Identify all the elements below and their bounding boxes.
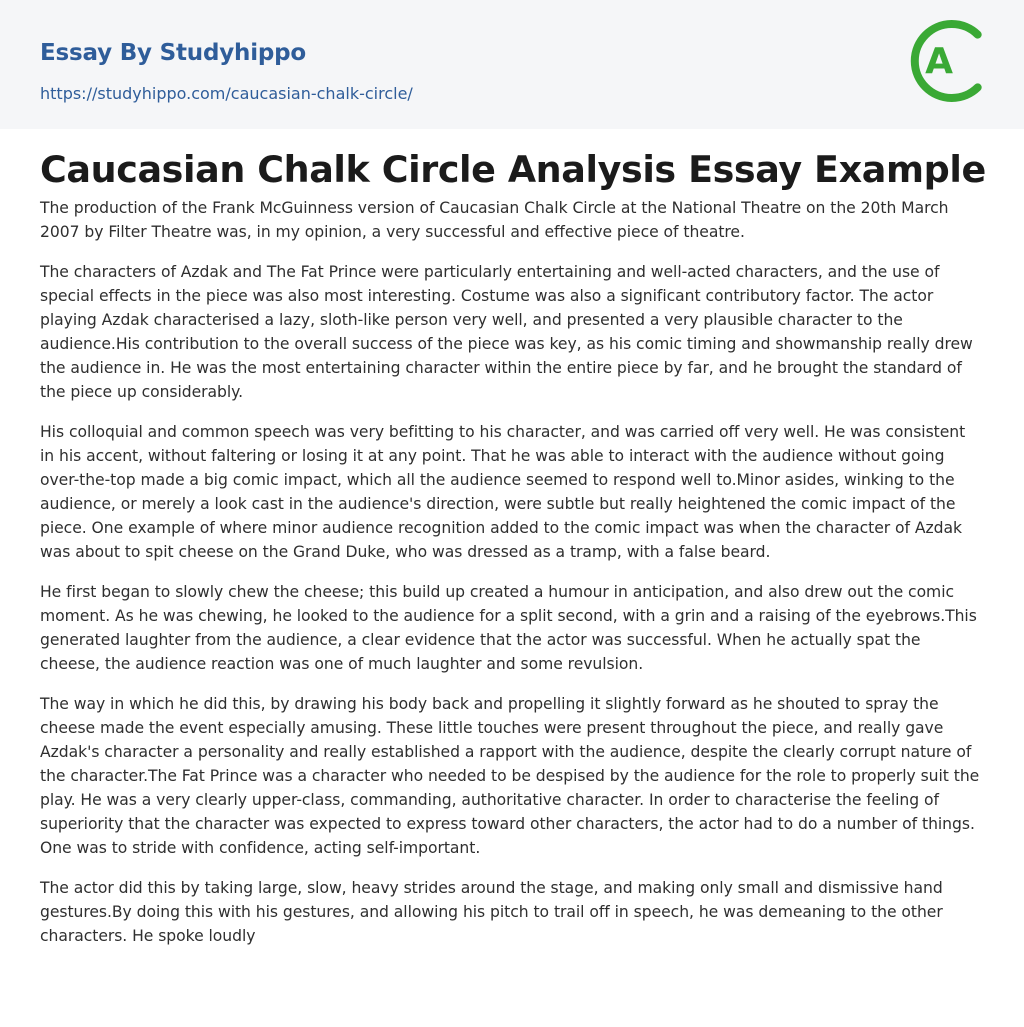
paragraph-4: He first began to slowly chew the cheese; this build up created a humour in anticipation, and also drew out the comic moment. As he was chewing, he looked to the audience for a split second, with a grin and a raising of the eyebrows.This generated laughter from the audience, a clear evidence that the actor was successful. When he actually spat the cheese, the audience reaction was one of much laughter and some revulsion. xyxy=(40,583,977,673)
studyhippo-logo-icon[interactable] xyxy=(910,18,988,104)
page-title: Caucasian Chalk Circle Analysis Essay Example xyxy=(40,148,986,191)
site-header xyxy=(0,0,1024,129)
article-body xyxy=(0,129,1024,948)
logo-letter: A xyxy=(925,41,953,82)
paragraph-3: His colloquial and common speech was very befitting to his character, and was carried off very well. He was consistent in his accent, without faltering or losing it at any point. That he was able to interact with the audience without going over-the-top made a big comic impact, which all the audience seemed to respond well to.Minor asides, winking to the audience, or merely a look cast in the audience's direction, were subtle but really heightened the comic impact of the piece. One example of where minor audience recognition added to the comic impact was when the character of Azdak was about to spit cheese on the Grand Duke, who was dressed as a tramp, with a false beard. xyxy=(40,423,966,561)
paragraph-5: The way in which he did this, by drawing his body back and propelling it slightly forward as he shouted to spray the cheese made the event especially amusing. These little touches were present throughout the piece, and really gave Azdak's character a personality and really established a rapport with the audience, despite the clearly corrupt nature of the character.The Fat Prince was a character who needed to be despised by the audience for the role to properly suit the play. He was a very clearly upper-class, commanding, authoritative character. In order to characterise the feeling of superiority that the character was expected to express toward other characters, the actor had to do a number of things. One was to stride with confidence, acting self-important. xyxy=(40,695,980,857)
paragraph-1: The production of the Frank McGuinness version of Caucasian Chalk Circle at the National Theatre on the 20th March 2007 by Filter Theatre was, in my opinion, a very successful and effective piece of theatre. xyxy=(40,199,949,241)
source-url-link[interactable]: https://studyhippo.com/caucasian-chalk-circle/ xyxy=(40,84,413,103)
paragraph-6: The actor did this by taking large, slow, heavy strides around the stage, and making only small and dismissive hand gestures.By doing this with his gestures, and allowing his pitch to trail off in speech, he was demeaning to the other characters. He spoke loudly xyxy=(40,879,943,945)
paragraph-2: The characters of Azdak and The Fat Prince were particularly entertaining and well-acted characters, and the use of special effects in the piece was also most interesting. Costume was also a significant contributory factor. The actor playing Azdak characterised a lazy, sloth-like person very well, and presented a very plausible character to the audience.His contribution to the overall success of the piece was key, as his comic timing and showmanship really drew the audience in. He was the most entertaining character within the entire piece by far, and he brought the standard of the piece up considerably. xyxy=(40,263,973,401)
site-brand[interactable]: Essay By Studyhippo xyxy=(40,40,307,66)
